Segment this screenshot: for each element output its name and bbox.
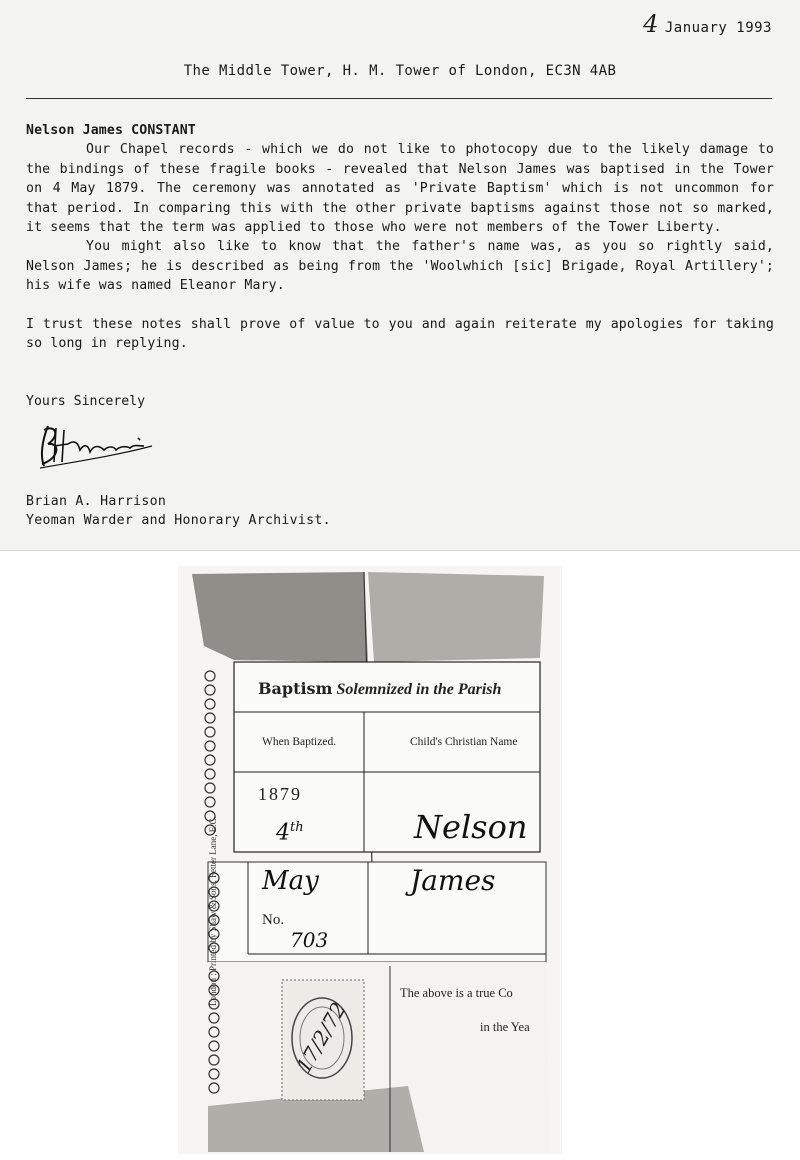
day-suffix: th: [290, 820, 304, 835]
date-month-year: January 1993: [664, 20, 772, 36]
child-middle-name: James: [410, 864, 496, 897]
signature-image: [34, 416, 164, 476]
letter-date: [643, 10, 772, 38]
printer-imprint: London : Printed by Shaw & Sons, Fetter Lane, E.C.: [208, 816, 218, 1006]
number-label: No.: [262, 912, 285, 928]
revenue-stamp: [280, 978, 366, 1102]
certificate-title: [258, 679, 501, 699]
title-baptism: Baptism: [258, 679, 333, 698]
letter-subject: Nelson James CONSTANT: [26, 123, 196, 138]
child-first-name: Nelson: [414, 808, 528, 846]
date-day: 4: [643, 10, 659, 38]
baptism-year: 1879: [258, 784, 302, 804]
header-when-baptized: When Baptized.: [262, 736, 337, 748]
day-number: 4: [276, 820, 290, 846]
signer-block: [26, 492, 331, 531]
baptism-certificate-photocopy: [178, 566, 562, 1154]
certificate-paper: [178, 566, 562, 1154]
letter-address: The Middle Tower, H. M. Tower of London, EC3N 4AB: [183, 63, 617, 79]
true-copy-text: The above is a true Co: [400, 986, 513, 1000]
baptism-day: [276, 820, 304, 845]
paragraph-2: You might also like to know that the father's name was, as you so rightly said, Nelson James; he is described as being from the 'Woolwhich [sic] Brigade, Royal Artillery'; his wife was named Eleanor Mary.: [26, 239, 774, 294]
signer-title: Yeoman Warder and Honorary Archivist.: [26, 513, 331, 529]
baptism-month: May: [262, 866, 319, 896]
register-number: 703: [290, 928, 329, 952]
paragraph-3: I trust these notes shall prove of value to you and again reiterate my apologies for taking so long in replying.: [26, 316, 774, 352]
stamp-cancellation: 17/2/72: [291, 998, 351, 1077]
signer-name: Brian A. Harrison: [26, 494, 167, 509]
paragraph-1: Our Chapel records - which we do not like to photocopy due to the likely damage to the bindings of these fragile books - revealed that Nelson James was baptised in the Tower on 4 May 1879. The ceremony was annotated as 'Private Baptism' which is not uncommon for that period. In comparing this with the other private baptisms against those not so marked, it seems that the term was applied to those who were not members of the Tower Liberty.: [26, 142, 774, 236]
divider: [26, 98, 772, 99]
letter: [0, 0, 800, 551]
header-child-name: Child's Christian Name: [410, 736, 518, 748]
in-the-year-text: in the Yea: [480, 1020, 530, 1034]
title-rest: Solemnized in the Parish: [336, 681, 502, 698]
letter-body: [26, 121, 774, 353]
closing: Yours Sincerely: [26, 394, 146, 409]
